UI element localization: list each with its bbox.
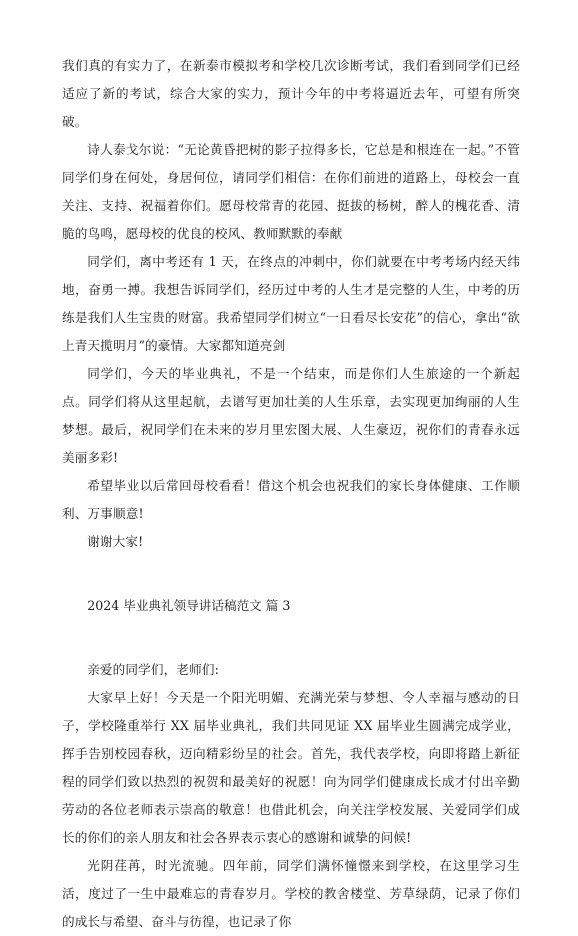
paragraph: 希望毕业以后常回母校看看！借这个机会也祝我们的家长身体健康、工作顺利、万事顺意! xyxy=(62,478,520,521)
paragraph: 光阴荏苒，时光流驰。四年前，同学们满怀憧憬来到学校，在这里学习生活，度过了一生中最难忘的青春岁月。学校的教舍楼堂、芳草绿荫，记录了你们的成长与希望、奋斗与彷徨，也记录了你 xyxy=(62,858,520,929)
paragraph: 诗人泰戈尔说：“无论黄昏把树的影子拉得多长，它总是和根连在一起。”不管同学们身在何处，身居何位，请同学们相信：在你们前进的道路上，母校会一直关注、支持、祝福着你们。愿母校常青的花园、挺拔的杨树，醉人的槐花香、清脆的鸟鸣，愿母校的优良的校风、教师默默的奉献 xyxy=(62,142,520,241)
paragraph: 大家早上好！今天是一个阳光明媚、充满光荣与梦想、令人幸福与感动的日子，学校隆重举行 XX 届毕业典礼，我们共同见证 XX 届毕业生圆满完成学业，挥手告别校园春秋，迈向精彩纷呈的社会。首先，我代表学校，向即将踏上新征程的同学们致以热烈的祝贺和最美好的祝愿！向为同学们健康成长成才付出辛勤劳动的各位老师表示崇高的敬意！也借此机会，向关注学校发展、关爱同学们成长的你们的亲人朋友和社会各界表示衷心的感谢和诚挚的问候! xyxy=(62,690,520,845)
section-title: 2024 毕业典礼领导讲话稿范文 篇 3 xyxy=(87,598,291,613)
paragraph: 同学们，离中考还有 1 天，在终点的冲刺中，你们就要在中考考场内经天纬地，奋勇一搏。我想告诉同学们，经历过中考的人生才是完整的人生，中考的历练是我们人生宝贵的财富。我希望同学们树立“一日看尽长安花”的信心，拿出“欲上青天揽明月”的豪情。大家都知道亮剑 xyxy=(62,254,520,353)
spacer xyxy=(62,556,520,592)
salutation: 亲爱的同学们，老师们: xyxy=(87,662,220,677)
paragraph: 我们真的有实力了，在新泰市模拟考和学校几次诊断考试，我们看到同学们已经适应了新的考试，综合大家的实力，预计今年的中考将逼近去年，可望有所突破。 xyxy=(62,58,520,129)
paragraph: 同学们，今天的毕业典礼，不是一个结束，而是你们人生旅途的一个新起点。同学们将从这里起航，去谱写更加壮美的人生乐章，去实现更加绚丽的人生梦想。最后，祝同学们在未来的岁月里宏图大展、人生豪迈，祝你们的青春永远美丽多彩! xyxy=(62,366,520,465)
paragraph: 谢谢大家! xyxy=(87,534,144,549)
spacer xyxy=(62,620,520,656)
document-page xyxy=(62,52,520,936)
